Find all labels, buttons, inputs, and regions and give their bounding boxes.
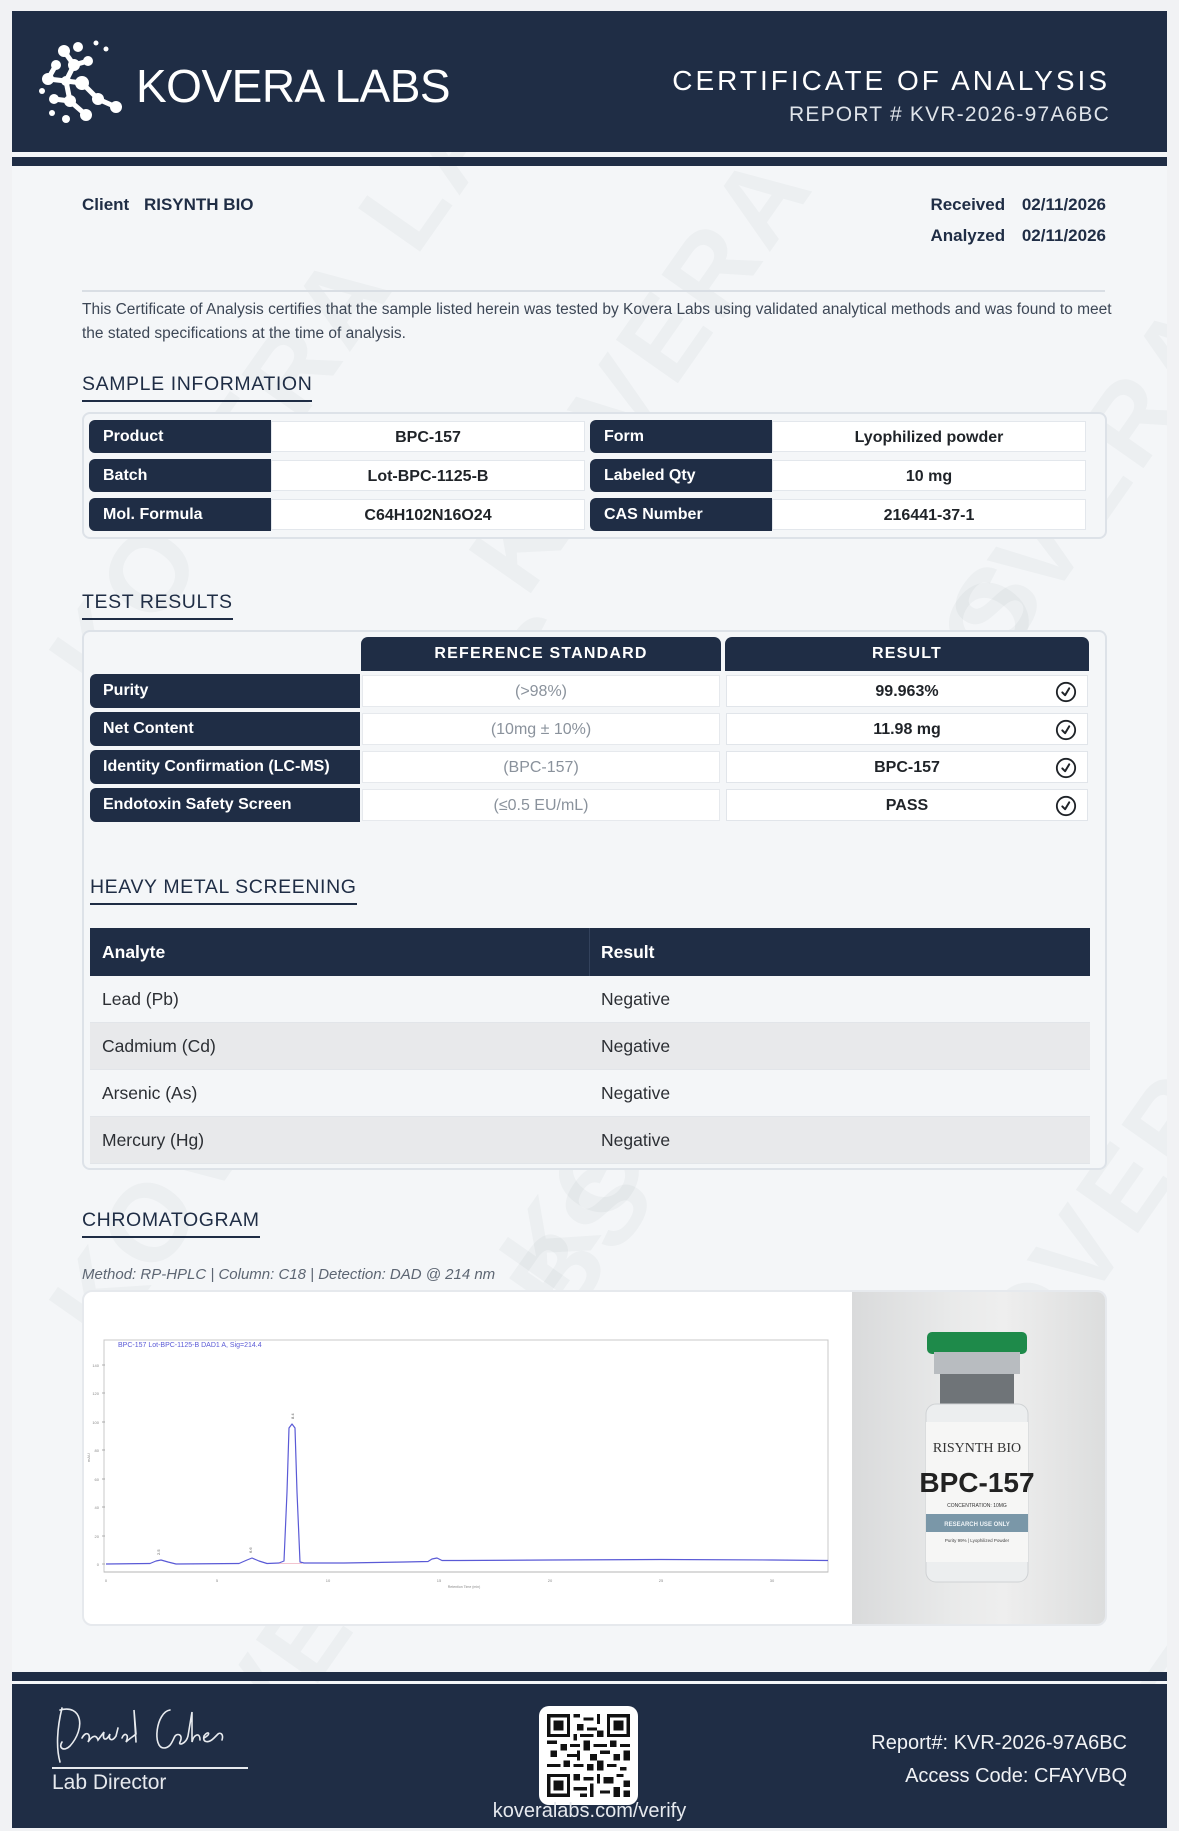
svg-text:60: 60 xyxy=(94,1477,99,1482)
check-circle-icon xyxy=(1055,719,1077,741)
client-label: Client xyxy=(82,195,130,214)
table-row xyxy=(90,1023,1090,1070)
table-row xyxy=(90,1117,1090,1164)
signature-image xyxy=(52,1698,252,1766)
chromatogram-panel xyxy=(82,1290,1107,1626)
field-value: Lot-BPC-1125-B xyxy=(271,460,585,491)
field-label: Mol. Formula xyxy=(89,498,271,531)
field-label: Labeled Qty xyxy=(590,459,772,492)
chromatogram-chart xyxy=(84,1292,856,1626)
svg-text:mAU: mAU xyxy=(86,1453,91,1462)
svg-text:8.4: 8.4 xyxy=(290,1413,295,1419)
received-label: Received xyxy=(930,195,1006,214)
document-title: CERTIFICATE OF ANALYSIS xyxy=(672,65,1110,96)
section-title-chromatogram: CHROMATOGRAM xyxy=(82,1209,260,1238)
field-form xyxy=(590,420,1086,453)
reference-value: (BPC-157) xyxy=(362,751,720,783)
result-cell: Negative xyxy=(601,1130,671,1150)
footer xyxy=(12,1684,1167,1828)
result-text: 11.98 mg xyxy=(873,721,941,738)
result-cell: Negative xyxy=(601,1036,671,1056)
test-name: Endotoxin Safety Screen xyxy=(90,788,360,822)
certificate-page xyxy=(12,11,1167,1828)
field-mol-formula xyxy=(89,498,585,531)
vial-illustration xyxy=(852,1292,1105,1626)
field-cas-number xyxy=(590,498,1086,531)
result-value xyxy=(726,675,1088,707)
field-label: Form xyxy=(590,420,772,453)
field-value: BPC-157 xyxy=(271,421,585,452)
svg-text:100: 100 xyxy=(92,1420,99,1425)
result-cell: Negative xyxy=(601,989,671,1009)
received-value: 02/11/2026 xyxy=(1021,195,1106,214)
svg-text:40: 40 xyxy=(94,1505,99,1510)
check-circle-icon xyxy=(1055,681,1077,703)
section-title-heavy-metal-screening: HEAVY METAL SCREENING xyxy=(90,876,357,905)
column-header-result: Result xyxy=(601,942,655,962)
svg-text:2.5: 2.5 xyxy=(156,1549,161,1555)
field-label: Product xyxy=(89,420,271,453)
qr-code-icon xyxy=(547,1714,630,1797)
molecule-logo-icon xyxy=(26,29,130,133)
check-circle-icon xyxy=(1055,795,1077,817)
check-circle-icon xyxy=(1055,757,1077,779)
vial-brand: RISYNTH BIO xyxy=(932,1441,1022,1456)
method-description: Method: RP-HPLC | Column: C18 | Detection: DAD @ 214 nm xyxy=(82,1266,496,1283)
table-row xyxy=(90,976,1090,1023)
client-value: RISYNTH BIO xyxy=(143,195,254,214)
svg-text:5: 5 xyxy=(215,1578,219,1583)
svg-text:20: 20 xyxy=(94,1534,99,1539)
analyzed-label: Analyzed xyxy=(930,226,1006,245)
svg-text:6.6: 6.6 xyxy=(248,1547,253,1553)
verify-link[interactable]: koveralabs.com/verify xyxy=(492,1800,687,1822)
field-label: CAS Number xyxy=(590,498,772,531)
dates-block xyxy=(930,195,1106,257)
field-labeled-qty xyxy=(590,459,1086,492)
footer-report-number: Report#: KVR-2026-97A6BC xyxy=(871,1732,1127,1754)
product-vial-photo xyxy=(852,1292,1105,1626)
column-header-analyte: Analyte xyxy=(90,928,590,976)
field-batch xyxy=(89,459,585,492)
analyte-cell: Mercury (Hg) xyxy=(102,1130,205,1150)
certification-statement: This Certificate of Analysis certifies that the sample listed herein was tested by Kovera Labs using validated analytical methods and was found to meet the stated specifications at the time of analysis. xyxy=(82,301,1112,342)
svg-text:120: 120 xyxy=(92,1391,99,1396)
vial-concentration: CONCENTRATION: 10MG xyxy=(947,1503,1007,1509)
header xyxy=(12,11,1167,152)
sample-information-table xyxy=(82,412,1107,539)
brand-name: KOVERA LABS xyxy=(136,60,451,112)
analyte-cell: Lead (Pb) xyxy=(102,989,179,1009)
svg-text:Retention Time (min): Retention Time (min) xyxy=(447,1585,481,1589)
footer-access-code: Access Code: CFAYVBQ xyxy=(905,1765,1127,1787)
reference-value: (>98%) xyxy=(362,675,720,707)
svg-text:20: 20 xyxy=(547,1578,553,1583)
svg-text:25: 25 xyxy=(658,1578,664,1583)
table-row xyxy=(90,1070,1090,1117)
result-text: 99.963% xyxy=(875,683,939,700)
column-header-reference: REFERENCE STANDARD xyxy=(361,637,721,671)
footer-divider xyxy=(12,1672,1167,1681)
svg-text:80: 80 xyxy=(94,1448,99,1453)
signature-line xyxy=(52,1767,248,1769)
analyzed-row xyxy=(930,226,1106,257)
test-name: Purity xyxy=(90,674,360,708)
result-value xyxy=(726,713,1088,745)
header-divider xyxy=(12,157,1167,166)
svg-text:0: 0 xyxy=(104,1578,108,1583)
svg-text:140: 140 xyxy=(92,1363,99,1368)
svg-text:15: 15 xyxy=(436,1578,442,1583)
test-results-panel xyxy=(82,630,1107,1170)
field-value: C64H102N16O24 xyxy=(271,499,585,530)
signer-title: Lab Director xyxy=(52,1771,167,1794)
received-row xyxy=(930,195,1106,226)
field-label: Batch xyxy=(89,459,271,492)
svg-text:0: 0 xyxy=(96,1562,99,1567)
verification-qr-code[interactable] xyxy=(539,1706,638,1805)
result-cell: Negative xyxy=(601,1083,671,1103)
result-text: BPC-157 xyxy=(874,759,940,776)
test-name: Identity Confirmation (LC-MS) xyxy=(90,750,360,784)
result-value xyxy=(726,789,1088,821)
analyte-cell: Cadmium (Cd) xyxy=(102,1036,216,1056)
svg-text:30: 30 xyxy=(769,1578,775,1583)
client-info xyxy=(82,195,254,215)
analyte-cell: Arsenic (As) xyxy=(102,1083,198,1103)
test-name: Net Content xyxy=(90,712,360,746)
field-product xyxy=(89,420,585,453)
heavy-metal-table xyxy=(90,928,1090,1164)
divider xyxy=(82,290,1105,292)
vial-subtext: Purity 99% | Lyophilized Powder xyxy=(944,1538,1010,1543)
section-title-sample-information: SAMPLE INFORMATION xyxy=(82,373,312,402)
field-value: 10 mg xyxy=(772,460,1086,491)
result-text: PASS xyxy=(885,797,929,814)
report-number: REPORT # KVR-2026-97A6BC xyxy=(789,103,1110,126)
reference-value: (≤0.5 EU/mL) xyxy=(362,789,720,821)
plot-title: BPC-157 Lot-BPC-1125-B DAD1 A, Sig=214.4 xyxy=(118,1342,262,1349)
analyzed-value: 02/11/2026 xyxy=(1021,226,1106,245)
field-value: 216441-37-1 xyxy=(772,499,1086,530)
vial-band: RESEARCH USE ONLY xyxy=(944,1522,1010,1528)
reference-value: (10mg ± 10%) xyxy=(362,713,720,745)
result-value xyxy=(726,751,1088,783)
field-value: Lyophilized powder xyxy=(772,421,1086,452)
column-header-result: RESULT xyxy=(725,637,1089,671)
section-title-test-results: TEST RESULTS xyxy=(82,591,233,620)
vial-product: BPC-157 xyxy=(919,1467,1035,1498)
table-header xyxy=(90,928,1090,976)
svg-text:10: 10 xyxy=(325,1578,331,1583)
